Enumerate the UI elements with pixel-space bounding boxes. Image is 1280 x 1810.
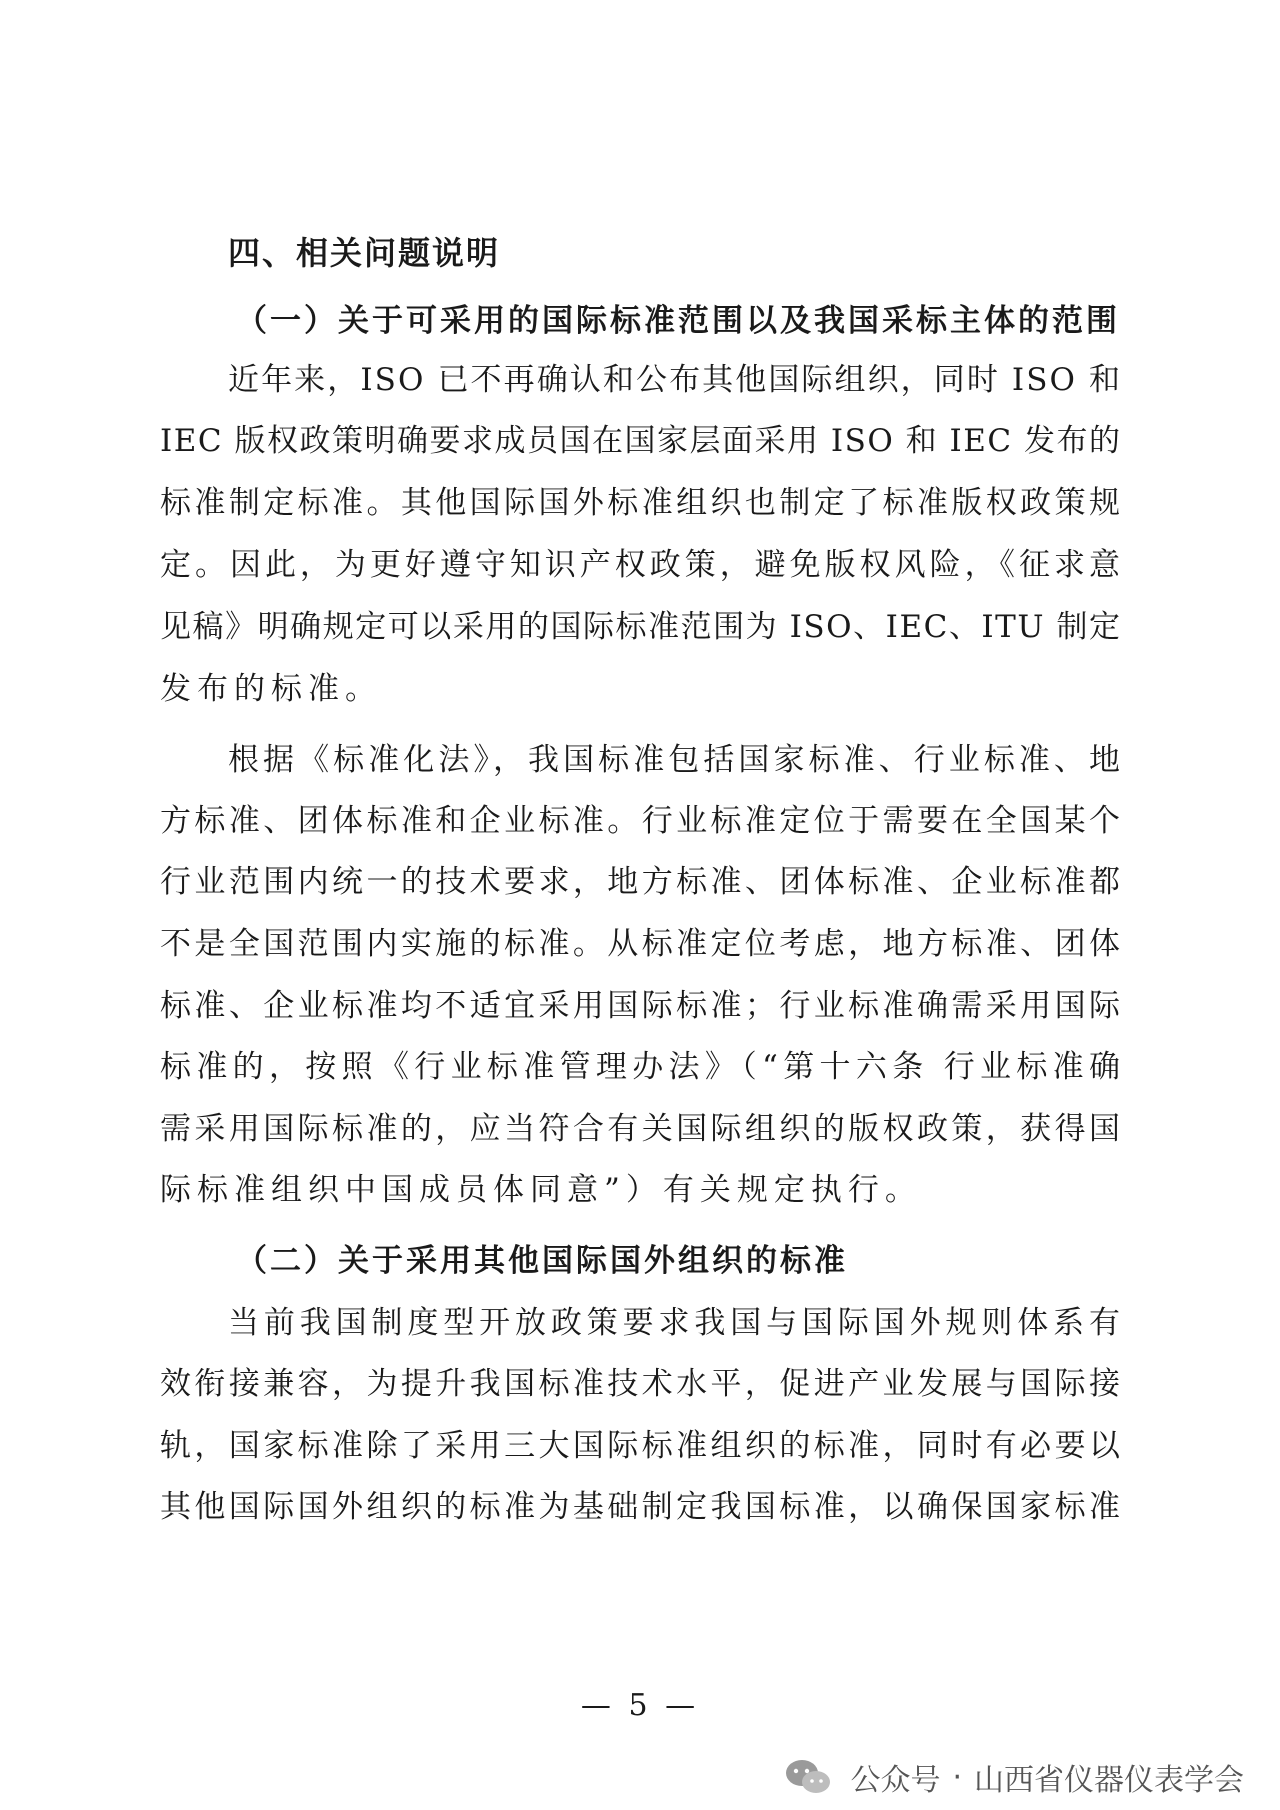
line-text: （二）关于采用其他国际国外组织的标准 [236, 1243, 848, 1279]
watermark-account: 山西省仪器仪表学会 [974, 1763, 1244, 1798]
line-text: 见稿》明确规定可以采用的国际标准范围为 ISO、IEC、ITU 制定 [160, 609, 1122, 645]
line-text: 发布的标准。 [160, 671, 382, 707]
page-number: — 5 — [580, 1688, 700, 1723]
wechat-watermark [784, 1752, 1244, 1802]
line-text: 当前我国制度型开放政策要求我国与国际国外规则体系有 [228, 1305, 1125, 1341]
line-text: 标准的，按照《行业标准管理办法》（“第十六条 行业标准确 [160, 1049, 1126, 1085]
line-text: IEC 版权政策明确要求成员国在国家层面采用 ISO 和 IEC 发布的 [160, 423, 1122, 459]
line-text: 标准制定标准。其他国际国外标准组织也制定了标准版权政策规 [160, 485, 1124, 521]
line-text: 方标准、团体标准和企业标准。行业标准定位于需要在全国某个 [160, 803, 1124, 839]
watermark-separator: · [952, 1759, 962, 1795]
line-text: 定。因此，为更好遵守知识产权政策，避免版权风险，《征求意 [160, 547, 1124, 583]
line-text: 轨，国家标准除了采用三大国际标准组织的标准，同时有必要以 [160, 1428, 1124, 1464]
line-text: 近年来，ISO 已不再确认和公布其他国际组织，同时 ISO 和 [228, 362, 1123, 398]
line-text: 根据《标准化法》，我国标准包括国家标准、行业标准、地 [228, 742, 1125, 778]
line-text: 行业范围内统一的技术要求，地方标准、团体标准、企业标准都 [160, 864, 1124, 900]
section-heading: 四、相关问题说明 [228, 234, 501, 272]
line-text: 其他国际国外组织的标准为基础制定我国标准，以确保国家标准 [160, 1489, 1124, 1525]
line-text: 际标准组织中国成员体同意”）有关规定执行。 [160, 1172, 922, 1208]
line-text: 需采用国际标准的，应当符合有关国际组织的版权政策，获得国 [160, 1111, 1124, 1147]
line-text: 效衔接兼容，为提升我国标准技术水平，促进产业发展与国际接 [160, 1366, 1124, 1402]
line-text: 不是全国范围内实施的标准。从标准定位考虑，地方标准、团体 [160, 926, 1124, 962]
line-text: 标准、企业标准均不适宜采用国际标准；行业标准确需采用国际 [160, 988, 1124, 1024]
line-text: （一）关于可采用的国际标准范围以及我国采标主体的范围 [236, 303, 1120, 339]
watermark-label: 公众号 [850, 1763, 941, 1798]
wechat-icon [784, 1757, 832, 1797]
